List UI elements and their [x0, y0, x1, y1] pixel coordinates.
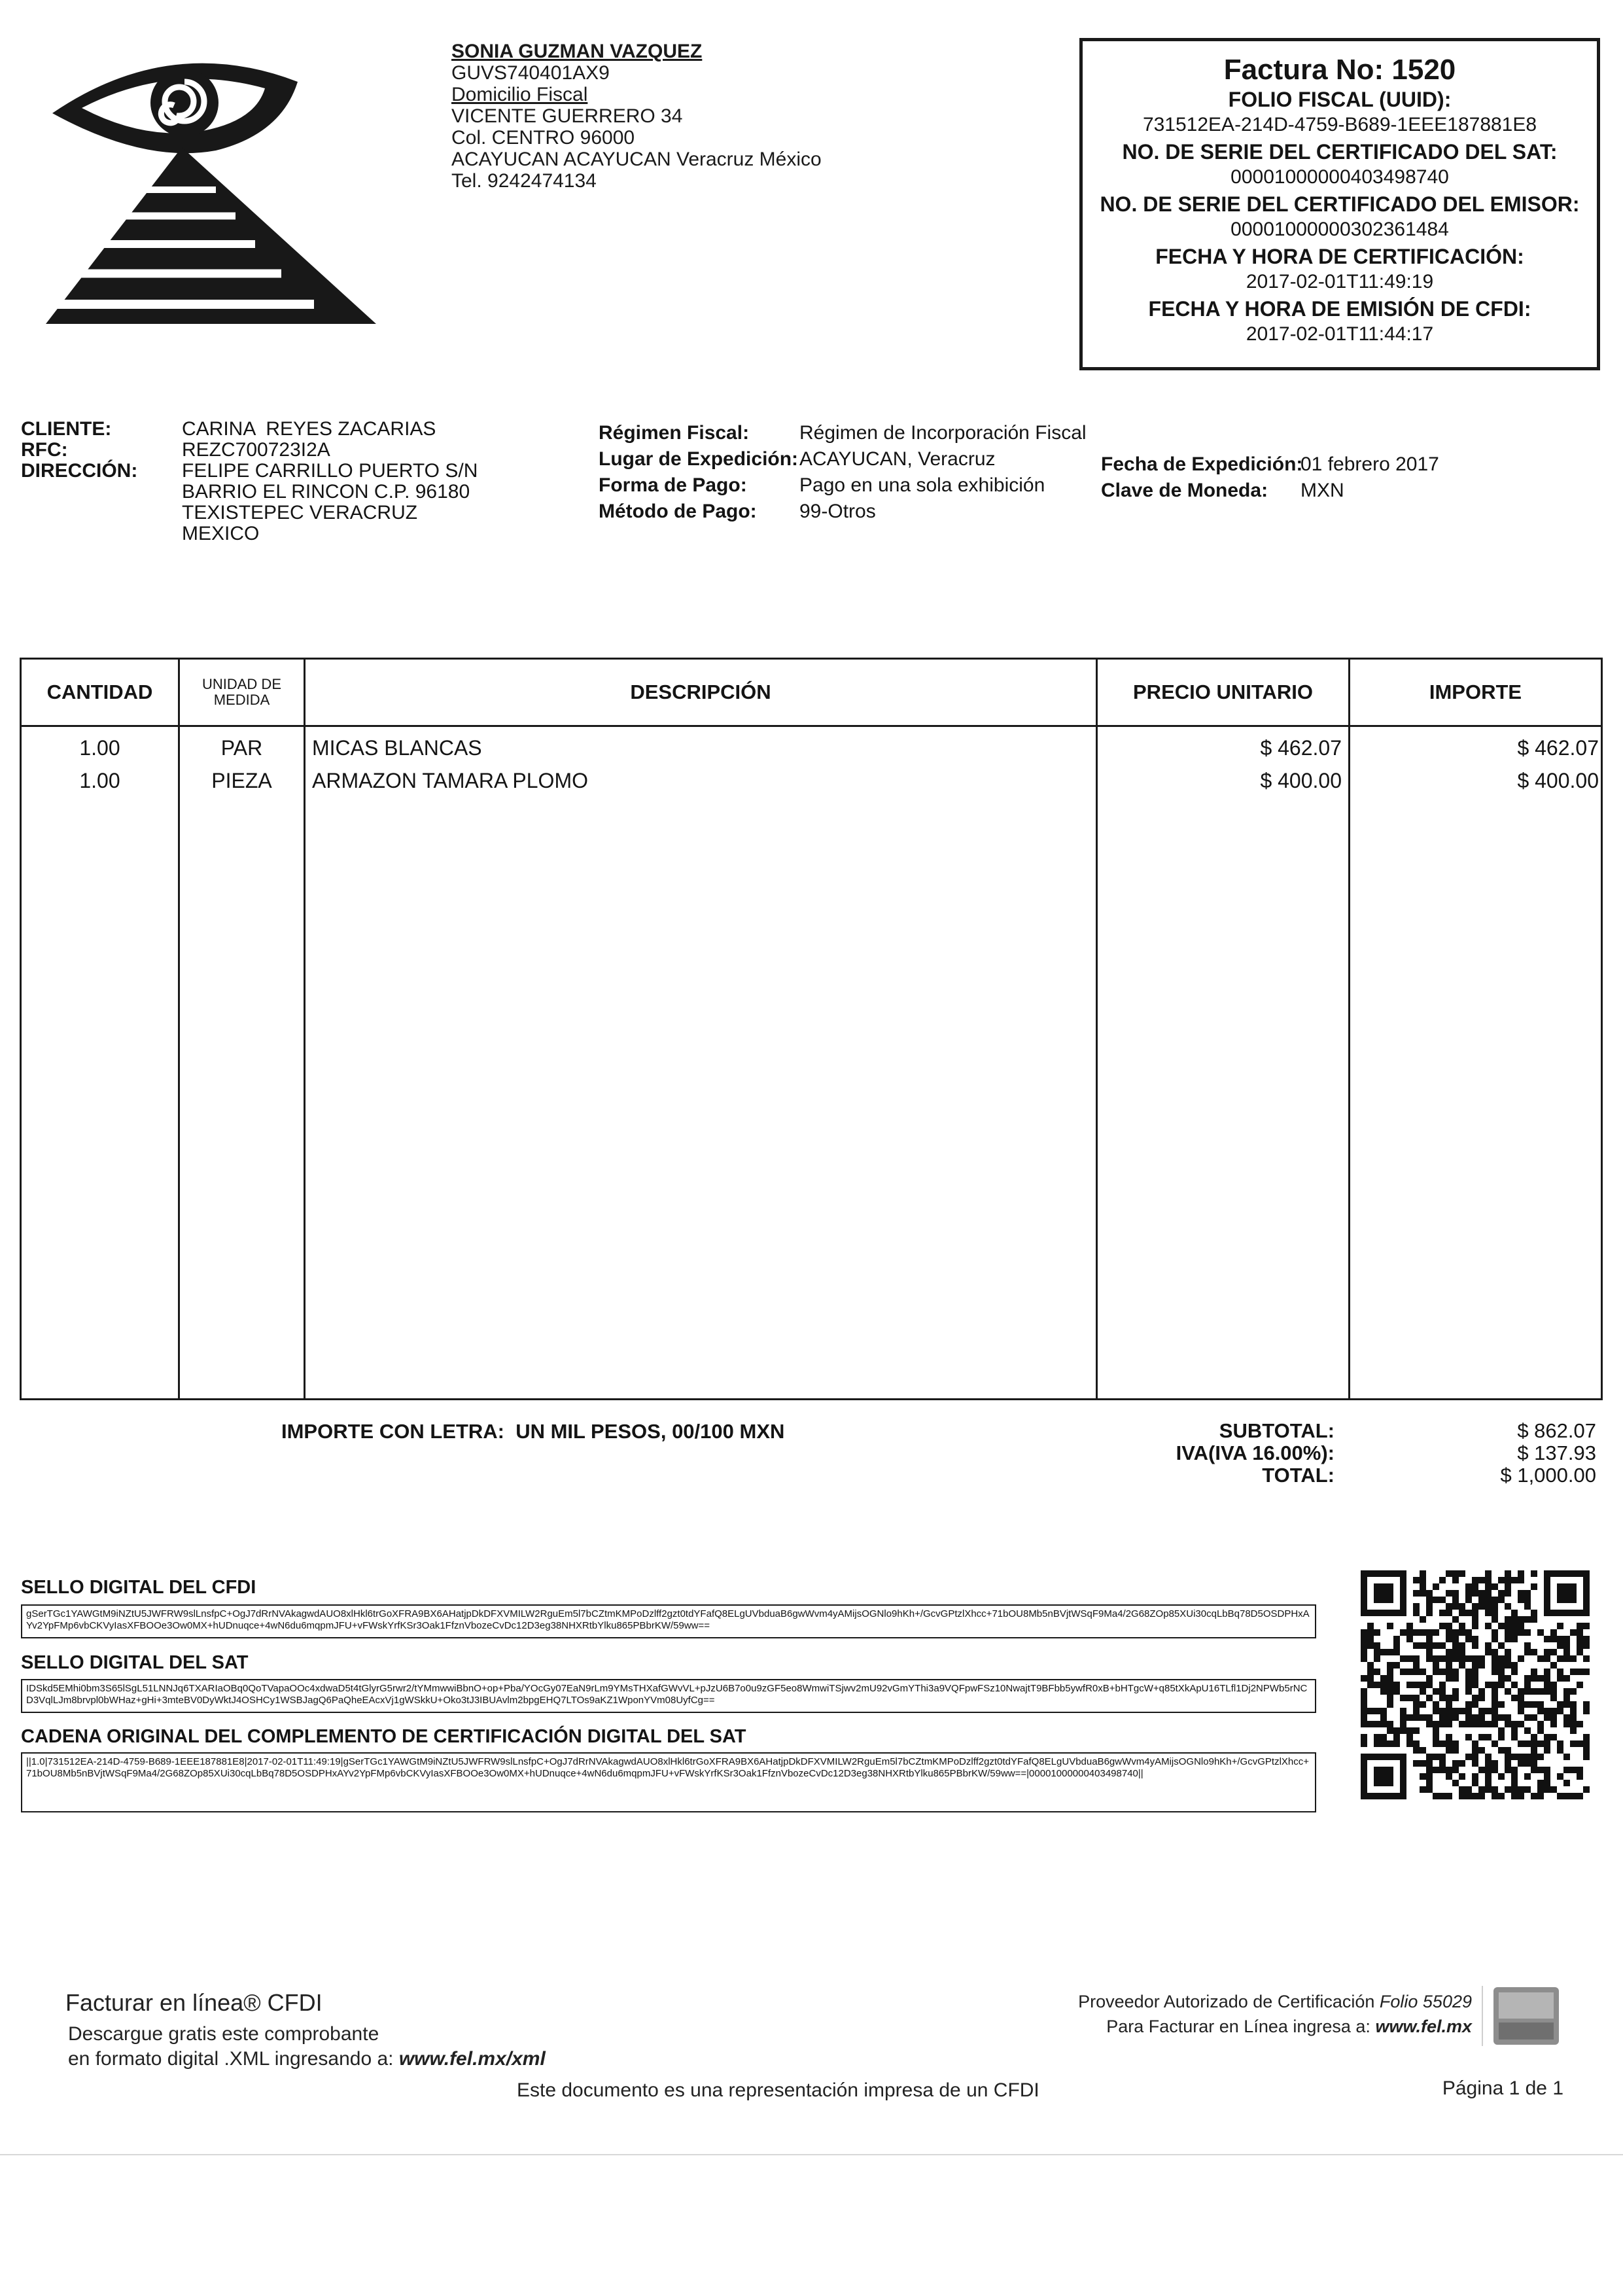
pac-folio: Folio 55029 [1379, 1992, 1472, 2011]
footer-download-text [68, 2022, 546, 2072]
invoice-info-box [1079, 38, 1600, 370]
cfdi-seal-title: SELLO DIGITAL DEL CFDI [21, 1577, 256, 1598]
moneda-value: MXN [1300, 480, 1344, 501]
client-labels [21, 419, 137, 482]
header-descripcion: DESCRIPCIÓN [630, 680, 771, 703]
issuer-domicilio-label: Domicilio Fiscal [451, 84, 588, 105]
row-cantidad: 1.00 [79, 736, 120, 760]
client-label: CLIENTE: [21, 418, 112, 440]
pac-line1 [955, 1989, 1472, 2014]
client-address-line1: FELIPE CARRILLO PUERTO S/N [182, 460, 478, 482]
fiscal-values [799, 420, 1087, 525]
footer-line2-prefix: en formato digital .XML ingresando a: [68, 2048, 399, 2070]
lugar-value: ACAYUCAN, Veracruz [799, 448, 996, 470]
header-precio: PRECIO UNITARIO [1133, 680, 1313, 703]
client-values [182, 419, 478, 544]
issuer-rfc: GUVS740401AX9 [451, 62, 610, 84]
footer-pac-text [955, 1989, 1472, 2039]
regimen-label: Régimen Fiscal: [599, 422, 750, 444]
row-unidad: PAR [220, 736, 263, 760]
footer-line1: Descargue gratis este comprobante [68, 2023, 379, 2045]
cert-date-value: 2017-02-01T11:49:19 [1246, 271, 1434, 292]
amount-in-words: IMPORTE CON LETRA: UN MIL PESOS, 00/100 MXN [281, 1420, 785, 1443]
page-number: Página 1 de 1 [1442, 2077, 1563, 2099]
fiscal-labels [599, 420, 798, 525]
lugar-label: Lugar de Expedición: [599, 448, 799, 470]
sat-cert-label: NO. DE SERIE DEL CERTIFICADO DEL SAT: [1122, 140, 1558, 164]
moneda-label: Clave de Moneda: [1101, 480, 1268, 501]
issuer-colonia: Col. CENTRO 96000 [451, 127, 635, 149]
expedition-values [1300, 451, 1439, 504]
sat-cert-value: 00001000000403498740 [1230, 166, 1449, 188]
emisor-cert-value: 00001000000302361484 [1230, 219, 1449, 240]
row-precio: $ 462.07 [1260, 736, 1342, 760]
pac-line2 [955, 2014, 1472, 2039]
header-cantidad: CANTIDAD [46, 680, 153, 703]
table-row [22, 732, 1601, 764]
header-unidad [180, 660, 304, 725]
subtotal-label: SUBTOTAL: [1219, 1419, 1335, 1442]
iva-value: $ 137.93 [1517, 1441, 1596, 1464]
emission-date-label: FECHA Y HORA DE EMISIÓN DE CFDI: [1148, 297, 1531, 321]
row-precio: $ 400.00 [1260, 769, 1342, 792]
pac-link[interactable]: www.fel.mx [1375, 2017, 1472, 2036]
client-rfc-label: RFC: [21, 439, 68, 461]
metodo-pago-value: 99-Otros [799, 501, 876, 522]
cadena-title: CADENA ORIGINAL DEL COMPLEMENTO DE CERTIFICACIÓN DIGITAL DEL SAT [21, 1726, 746, 1747]
footer-cfdi-note: Este documento es una representación impresa de un CFDI [517, 2079, 1039, 2101]
header-unidad-line2: MEDIDA [213, 692, 270, 708]
cadena-box: ||1.0|731512EA-214D-4759-B689-1EEE187881E8|2017-02-01T11:49:19|gSerTGc1YAWGtM9iNZtU5JWFRW9slLnsfpC+OgJ7dRrNVAkagwdAUO8xlHkl6trGoXFRA9BX6AHatjpDkDFXVMILW2RguEm5l7bCZtmKMPoDzlff2gzt0tdYFafQ8ELgUVbduaB6gwWvm4yAMijsOGNlo9hKh+/GcvGPtzlXhcc+71bOU8Mb5nBVjtWSqF9Ma4/2G68ZOp85XUi30cqLbBq78D5OSDPHxAYv2YpFMp6vbCKVyIasXFBOOe3Ow0MX+hUDnuqce+4wN6du6mqpmJFU+vFWskYrfKSr3Oak1FfznVbozeCvDc12D3eg38NHXRtbYlku865PBbrKW/59ww==|00001000000403498740|| [21, 1752, 1316, 1812]
row-cantidad: 1.00 [79, 769, 120, 792]
cert-date-label: FECHA Y HORA DE CERTIFICACIÓN: [1155, 245, 1524, 268]
fecha-expedicion-value: 01 febrero 2017 [1300, 453, 1439, 475]
metodo-pago-label: Método de Pago: [599, 501, 757, 522]
client-name: CARINA REYES ZACARIAS [182, 418, 436, 440]
client-address-label: DIRECCIÓN: [21, 460, 138, 482]
row-descripcion: ARMAZON TAMARA PLOMO [312, 769, 588, 792]
row-importe: $ 400.00 [1517, 769, 1599, 792]
issuer-city: ACAYUCAN ACAYUCAN Veracruz México [451, 149, 822, 170]
qr-code [1361, 1570, 1590, 1799]
client-rfc: REZC700723I2A [182, 439, 330, 461]
issuer-street: VICENTE GUERRERO 34 [451, 105, 683, 127]
forma-pago-label: Forma de Pago: [599, 474, 747, 496]
row-descripcion: MICAS BLANCAS [312, 736, 482, 760]
totals-labels [1164, 1420, 1335, 1487]
client-address-line3: TEXISTEPEC VERACRUZ [182, 502, 418, 523]
issuer-block [451, 41, 822, 192]
items-table [20, 658, 1603, 1400]
table-header-rule [22, 725, 1601, 727]
folio-label: FOLIO FISCAL (UUID): [1228, 88, 1452, 111]
pac-line1-prefix: Proveedor Autorizado de Certificación [1078, 1992, 1380, 2011]
fecha-expedicion-label: Fecha de Expedición: [1101, 453, 1303, 475]
sat-seal-title: SELLO DIGITAL DEL SAT [21, 1652, 249, 1673]
page-bottom-rule [0, 2154, 1623, 2155]
row-importe: $ 462.07 [1517, 736, 1599, 760]
total-label: TOTAL: [1262, 1464, 1335, 1487]
iva-label: IVA(IVA 16.00%): [1176, 1441, 1335, 1464]
total-value: $ 1,000.00 [1500, 1464, 1596, 1487]
regimen-value: Régimen de Incorporación Fiscal [799, 422, 1087, 444]
footer-line2 [68, 2047, 546, 2072]
client-address-line4: MEXICO [182, 523, 260, 544]
issuer-name: SONIA GUZMAN VAZQUEZ [451, 41, 703, 62]
sat-seal-box: IDSkd5EMhi0bm3S65lSgL51LNNJq6TXARIaOBq0QoTVapaOOc4xdwaD5t4tGlyrG5rwr2/tYMmwwiBbnO+op+Pba/YOcGy07EaN9rLm9YMsTHXafGWvVL+pJzU6B7o0u9zGF5eo8WmwiTSjwv2mU92vGmYThi3a9VQFpwFSz10NwajtT9BFbb5ywfR0xB+bHTgcW+q85tXkApU16TLfl1Dj2NPWb5rNCD3VqlLJm8brvpl0bWHaz+gHi+3mteBV0DyWktJ4OSHCy1WSBJagQ6PaQheEAcxVj1gWSkkU+Oko3tJ3IBUAvlm2bpgEHQ7LTOs9aKZ1WponYVm08UyfCg== [21, 1679, 1316, 1713]
company-logo [39, 36, 386, 337]
table-row [22, 764, 1601, 797]
footer-brand: Facturar en línea® CFDI [65, 1989, 323, 2016]
pac-line2-prefix: Para Facturar en Línea ingresa a: [1106, 2017, 1376, 2036]
pac-seal-icon [1480, 1985, 1564, 2047]
forma-pago-value: Pago en una sola exhibición [799, 474, 1045, 496]
invoice-number: Factura No: 1520 [1223, 54, 1456, 86]
cfdi-seal-box: gSerTGc1YAWGtM9iNZtU5JWFRW9slLnsfpC+OgJ7dRrNVAkagwdAUO8xlHkl6trGoXFRA9BX6AHatjpDkDFXVMILW2RguEm5l7bCZtmKMPoDzlff2gzt0tdYFafQ8ELgUVbduaB6gwWvm4yAMijsOGNlo9hKh+/GcvGPtzlXhcc+71bOU8Mb5nBVjtWSqF9Ma4/2G68ZOp85XUi30cqLbBq78D5OSDPHxAYv2YpFMp6vbCKVyIasXFBOOe3Ow0MX+hUDnuqce+4wN6du6mqpmJFU+vFWskYrfKSr3Oak1FfznVbozeCvDc12D3eg38NHXRtbYlku865PBbrKW/59ww== [21, 1604, 1316, 1638]
subtotal-value: $ 862.07 [1517, 1419, 1596, 1442]
emisor-cert-label: NO. DE SERIE DEL CERTIFICADO DEL EMISOR: [1100, 192, 1580, 216]
issuer-phone: Tel. 9242474134 [451, 170, 597, 192]
header-unidad-line1: UNIDAD DE [201, 676, 281, 692]
row-unidad: PIEZA [211, 769, 272, 792]
expedition-labels [1101, 451, 1302, 504]
footer-xml-link[interactable]: www.fel.mx/xml [398, 2048, 546, 2070]
header-importe: IMPORTE [1429, 680, 1522, 703]
totals-values [1413, 1420, 1596, 1487]
table-body [22, 732, 1601, 797]
client-address-line2: BARRIO EL RINCON C.P. 96180 [182, 481, 470, 503]
emission-date-value: 2017-02-01T11:44:17 [1246, 323, 1434, 345]
folio-value: 731512EA-214D-4759-B689-1EEE187881E8 [1142, 114, 1537, 135]
